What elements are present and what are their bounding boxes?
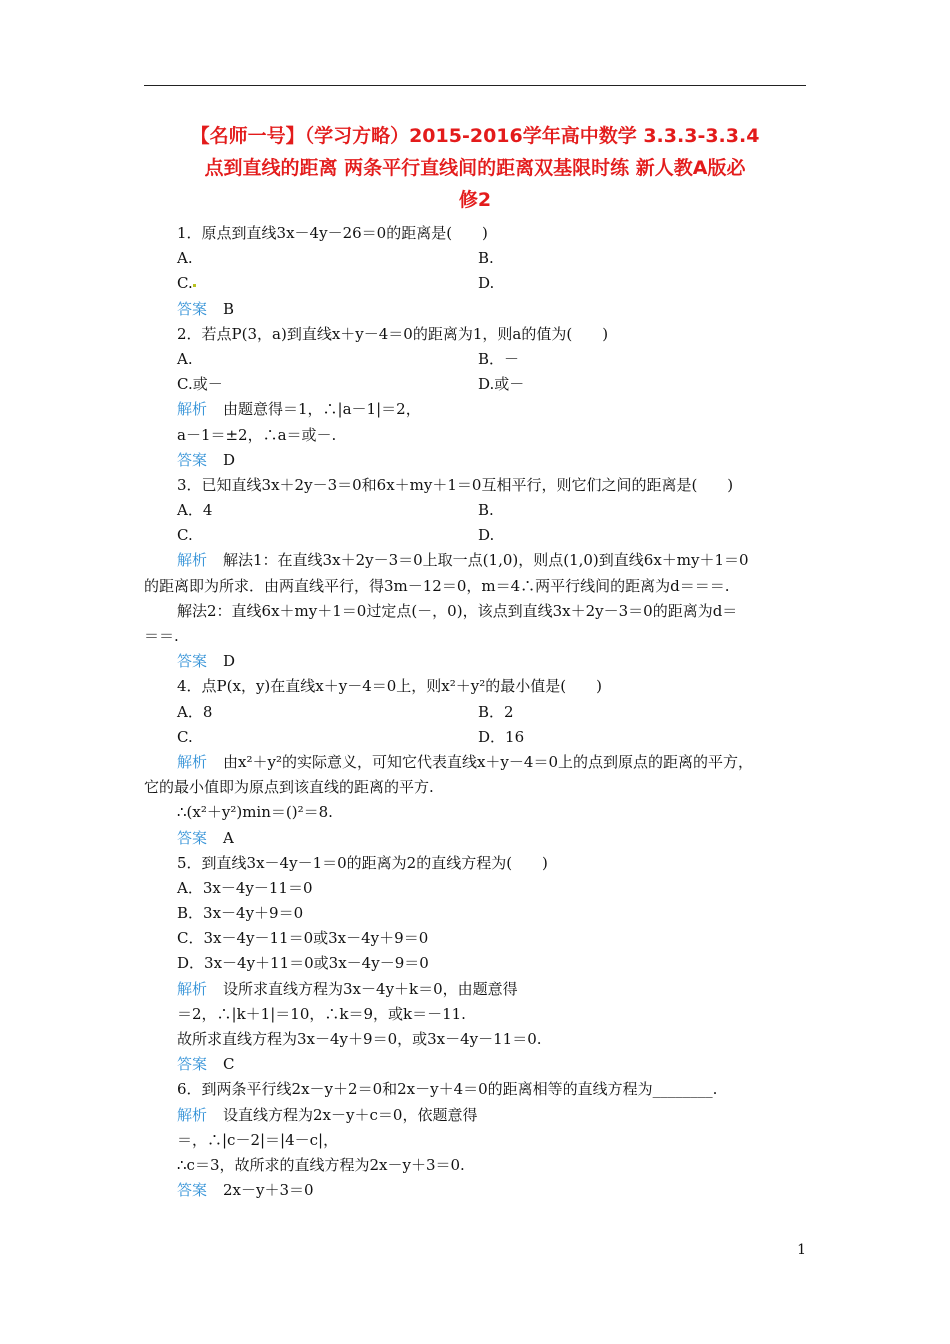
option-a: A．3x－4y－11＝0	[177, 878, 313, 897]
solution-tag: 解析	[177, 752, 208, 771]
option-c: C.	[144, 271, 478, 296]
title-line: 【名师一号】（学习方略）2015-2016学年高中数学 3.3.3-3.3.4	[190, 125, 760, 147]
options-row	[144, 725, 806, 750]
options-row	[144, 271, 806, 296]
answer-line: 答案 A	[177, 828, 234, 847]
solution-line: 解析 设所求直线方程为3x－4y＋k＝0，由题意得	[177, 979, 518, 998]
solution-line: 解析 由题意得＝1，∴|a－1|＝2，	[177, 400, 421, 419]
answer-line: 答案 2x－y＋3＝0	[177, 1181, 314, 1200]
answer-tag: 答案	[177, 1055, 208, 1074]
option-c: C.或－	[177, 375, 223, 394]
option-b: B.	[478, 501, 494, 520]
document-body	[144, 221, 806, 1203]
option-b: B．2	[478, 702, 514, 721]
options-row	[144, 347, 806, 372]
answer-line: 答案 D	[177, 652, 236, 671]
header-rule	[144, 85, 806, 86]
solution-line: ＝，∴|c－2|＝|4－c|，	[177, 1130, 339, 1149]
question-6: 6．到两条平行线2x－y＋2＝0和2x－y＋4＝0的距离相等的直线方程为________.	[177, 1080, 718, 1099]
title-line: 点到直线的距离 两条平行直线间的距离双基限时练 新人教A版必	[204, 157, 746, 179]
solution-line: ＝＝.	[144, 627, 179, 645]
question-4: 4．点P(x，y)在直线x＋y－4＝0上，则x²＋y²的最小值是( )	[177, 677, 602, 696]
option-c: C.	[177, 526, 193, 545]
question-2: 2．若点P(3，a)到直线x＋y－4＝0的距离为1，则a的值为( )	[177, 324, 609, 343]
option-a: A．4	[177, 501, 213, 520]
solution-line: 解法2：直线6x＋my＋1＝0过定点(－，0)，该点到直线3x＋2y－3＝0的距离为d＝	[177, 601, 738, 620]
answer-line: 答案 C	[177, 1055, 235, 1074]
solution-line: 它的最小值即为原点到该直线的距离的平方.	[144, 778, 434, 797]
solution-line: a－1＝±2，∴a＝或－.	[177, 425, 337, 444]
solution-line: ∴(x²＋y²)min＝()²＝8.	[177, 803, 333, 822]
options-row	[144, 246, 806, 271]
answer-tag: 答案	[177, 1181, 208, 1200]
option-b: B．－	[478, 349, 520, 368]
solution-line: ∴c＝3，故所求的直线方程为2x－y＋3＝0.	[177, 1155, 465, 1174]
title-line: 修2	[458, 189, 492, 211]
option-a: A.	[177, 349, 193, 368]
solution-line: ＝2，∴|k＋1|＝10，∴k＝9，或k＝－11.	[177, 1004, 466, 1023]
question-5: 5．到直线3x－4y－1＝0的距离为2的直线方程为( )	[177, 853, 548, 872]
solution-line: 解析 解法1：在直线3x＋2y－3＝0上取一点(1,0)，则点(1,0)到直线6x＋my＋1＝0	[177, 551, 749, 570]
options-row	[144, 372, 806, 397]
solution-line: 的距离即为所求．由两直线平行，得3m－12＝0，m＝4∴两平行线间的距离为d＝＝＝.	[144, 576, 730, 595]
options-row	[144, 700, 806, 725]
options-row	[144, 498, 806, 523]
options-row	[144, 523, 806, 548]
answer-line: 答案 D	[177, 450, 236, 469]
answer-tag: 答案	[177, 652, 208, 671]
solution-tag: 解析	[177, 400, 208, 419]
option-c: C.	[177, 727, 193, 746]
solution-line: 解析 设直线方程为2x－y＋c＝0，依题意得	[177, 1105, 478, 1124]
option-b: B．3x－4y＋9＝0	[177, 904, 304, 923]
question-1: 1．原点到直线3x－4y－26＝0的距离是( )	[177, 224, 488, 242]
option-d: D.	[478, 274, 495, 293]
solution-line: 故所求直线方程为3x－4y＋9＝0，或3x－4y－11＝0.	[177, 1030, 542, 1048]
answer-tag: 答案	[177, 828, 208, 847]
option-a: A.	[177, 249, 193, 268]
answer-tag: 答案	[177, 450, 208, 469]
option-d: D.	[478, 526, 495, 545]
option-d: D.或－	[478, 375, 525, 394]
solution-tag: 解析	[177, 979, 208, 998]
option-d: D．3x－4y＋11＝0或3x－4y－9＝0	[177, 954, 429, 973]
solution-tag: 解析	[177, 551, 208, 570]
marker-dot	[193, 284, 196, 287]
document-title	[144, 120, 806, 216]
option-d: D．16	[478, 727, 525, 746]
option-b: B.	[478, 249, 494, 268]
page-number: 1	[797, 1242, 806, 1258]
answer-tag: 答案	[177, 299, 208, 318]
answer-line: 答案 B	[177, 299, 235, 318]
solution-line: 解析 由x²＋y²的实际意义，可知它代表直线x＋y－4＝0上的点到原点的距离的平方，	[177, 752, 753, 771]
question-3: 3．已知直线3x＋2y－3＝0和6x＋my＋1＝0互相平行，则它们之间的距离是( )	[177, 475, 734, 494]
solution-tag: 解析	[177, 1105, 208, 1124]
option-c: C．3x－4y－11＝0或3x－4y＋9＝0	[177, 929, 429, 948]
option-a: A．8	[177, 702, 213, 721]
